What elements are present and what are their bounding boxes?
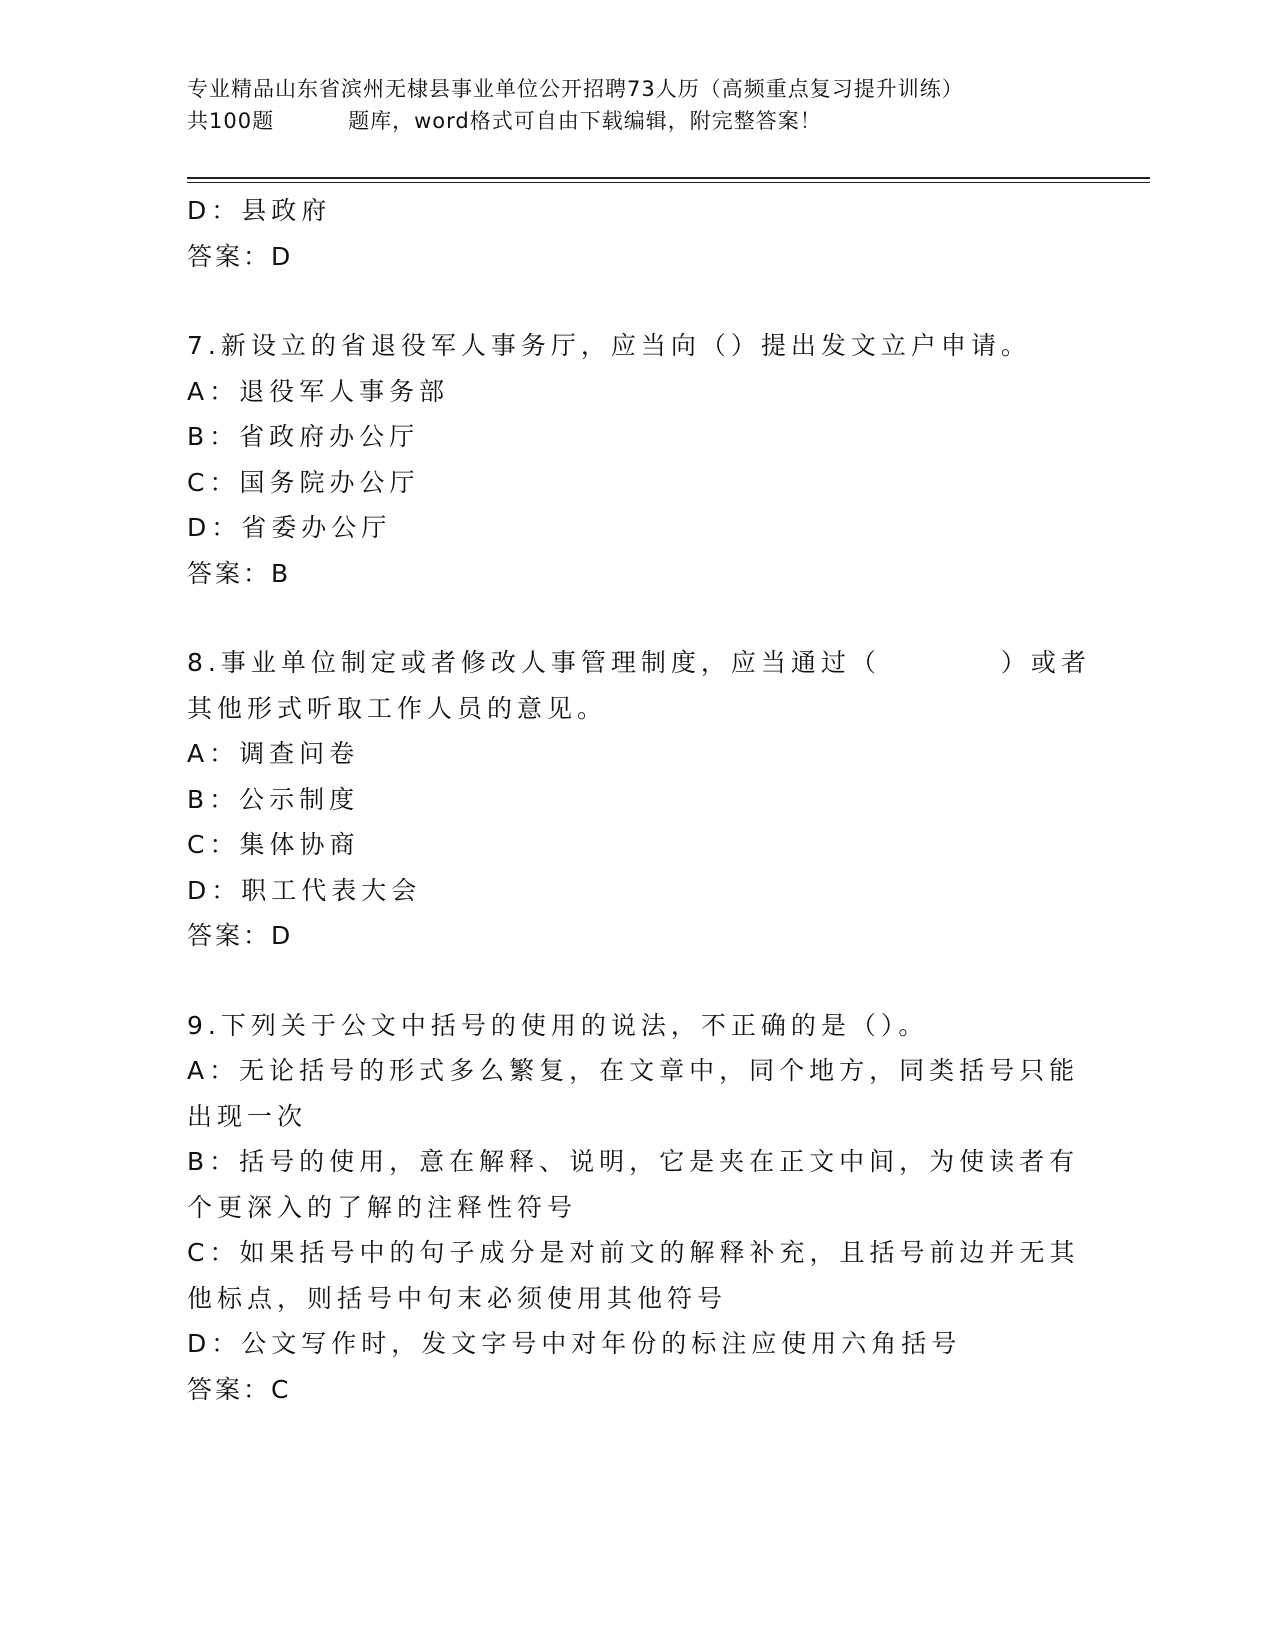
question-answer: 答案：C [187, 1374, 292, 1404]
question-answer: 答案：B [187, 558, 292, 588]
question-stem [187, 640, 1091, 686]
option-d: D：职工代表大会 [187, 875, 422, 905]
header-subtitle-line [187, 105, 1147, 137]
question-stem: 7.新设立的省退役军人事务厅，应当向（）提出发文立户申请。 [187, 331, 1031, 360]
question-8 [187, 640, 1091, 959]
question-stem-continued: 其他形式听取工作人员的意见。 [187, 693, 608, 723]
option-b: B：省政府办公厅 [187, 422, 420, 451]
option-a: A：退役军人事务部 [187, 376, 450, 406]
option-c: C：如果括号中的句子成分是对前文的解释补充，且括号前边并无其他标点，则括号中句末必须使用其他符号 [187, 1238, 1080, 1313]
option-c: C：国务院办公厅 [187, 467, 420, 497]
option-a: A：调查问卷 [187, 739, 360, 768]
header-count: 共100题 [187, 109, 275, 133]
prev-option-d: D：县政府 [187, 196, 332, 225]
header-divider-thin [187, 182, 1150, 183]
question-stem-part1: 8.事业单位制定或者修改人事管理制度，应当通过（ [187, 648, 881, 677]
question-answer: 答案：D [187, 921, 294, 950]
question-7 [187, 323, 1087, 596]
header-description: 题库，word格式可自由下载编辑，附完整答案！ [348, 109, 822, 133]
question-content [187, 188, 1091, 1412]
option-d: D：省委办公厅 [187, 513, 392, 542]
header-title-line: 专业精品山东省滨州无棣县事业单位公开招聘73人历（高频重点复习提升训练） [187, 77, 964, 101]
prev-answer: 答案：D [187, 241, 294, 271]
option-c: C：集体协商 [187, 830, 360, 859]
question-stem-part2: ）或者 [1000, 648, 1091, 677]
option-a: A：无论括号的形式多么繁复，在文章中，同个地方，同类括号只能出现一次 [187, 1056, 1080, 1131]
option-b: B：括号的使用，意在解释、说明，它是夹在正文中间，为使读者有个更深入的了解的注释性符号 [187, 1147, 1080, 1222]
option-d: D：公文写作时，发文字号中对年份的标注应使用六角括号 [187, 1329, 962, 1358]
option-b: B：公示制度 [187, 784, 360, 814]
header-divider-thick [187, 177, 1150, 179]
question-stem: 9.下列关于公文中括号的使用的说法，不正确的是（）。 [187, 1010, 929, 1040]
document-header [187, 73, 1147, 137]
question-9 [187, 1003, 1087, 1413]
